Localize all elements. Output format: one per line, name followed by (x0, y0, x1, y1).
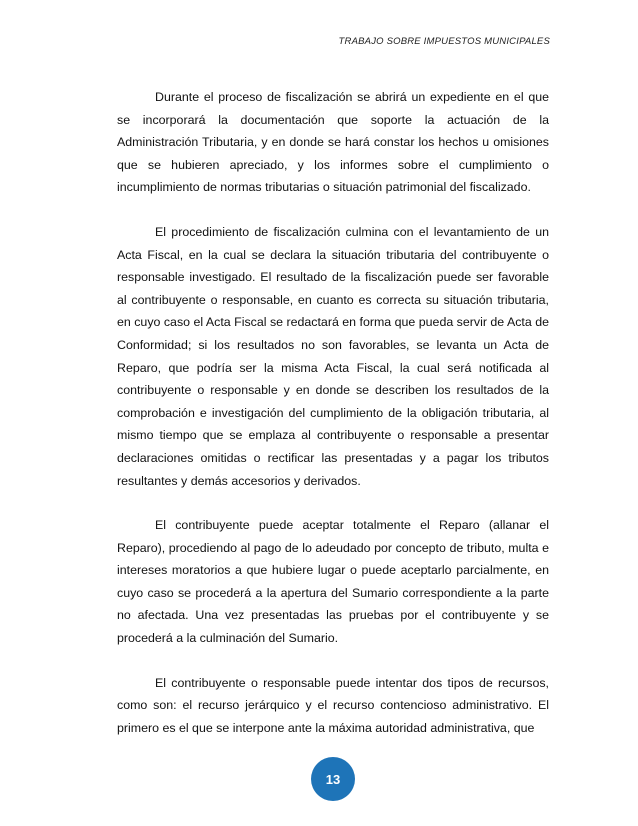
paragraph-recursos: El contribuyente o responsable puede intentar dos tipos de recursos, como son: el recurso jerárquico y el recurso contencioso administrativo. El primero es el que se interpone ante la máxima autoridad administrativa, que (117, 675, 549, 735)
paragraph-expediente: Durante el proceso de fiscalización se abrirá un expediente en el que se incorporará la documentación que soporte la actuación de la Administración Tributaria, y en donde se hará constar los hechos u omisiones que se hubieren apreciado, y los informes sobre el cumplimiento o incumplimiento de normas tributarias o situación patrimonial del fiscalizado. (117, 90, 549, 195)
running-header: TRABAJO SOBRE IMPUESTOS MUNICIPALES (338, 36, 550, 47)
paragraph-acta-fiscal: El procedimiento de fiscalización culmina con el levantamiento de un Acta Fiscal, en la cual se declara la situación tributaria del contribuyente o responsable investigado. El resultado de la fiscalización puede ser favorable al contribuyente o responsable, en cuanto es correcta su situación tributaria, en cuyo caso el Acta Fiscal se redactará en forma que pueda servir de Acta de Conformidad; si los resultados no son favorables, se levanta un Acta de Reparo, que podría ser la misma Acta Fiscal, la cual será notificada al contribuyente o responsable y en donde se describen los resultados de la comprobación e investigación del cumplimiento de la obligación tributaria, al mismo tiempo que se emplaza al contribuyente o responsable a presentar declaraciones omitidas o rectificar las presentadas y a pagar los tributos resultantes y demás accesorios y derivados. (117, 224, 549, 488)
paragraph-reparo: El contribuyente puede aceptar totalmente el Reparo (allanar el Reparo), procediendo al pago de lo adeudado por concepto de tributo, multa e intereses moratorios a que hubiere lugar o puede aceptarlo parcialmente, en cuyo caso se procederá a la apertura del Sumario correspondiente a la parte no afectada. Una vez presentadas las pruebas por el contribuyente y se procederá a la culminación del Sumario. (117, 518, 549, 646)
page-number: 13 (325, 771, 341, 787)
page-number-badge (311, 757, 355, 801)
document-body (117, 86, 549, 761)
